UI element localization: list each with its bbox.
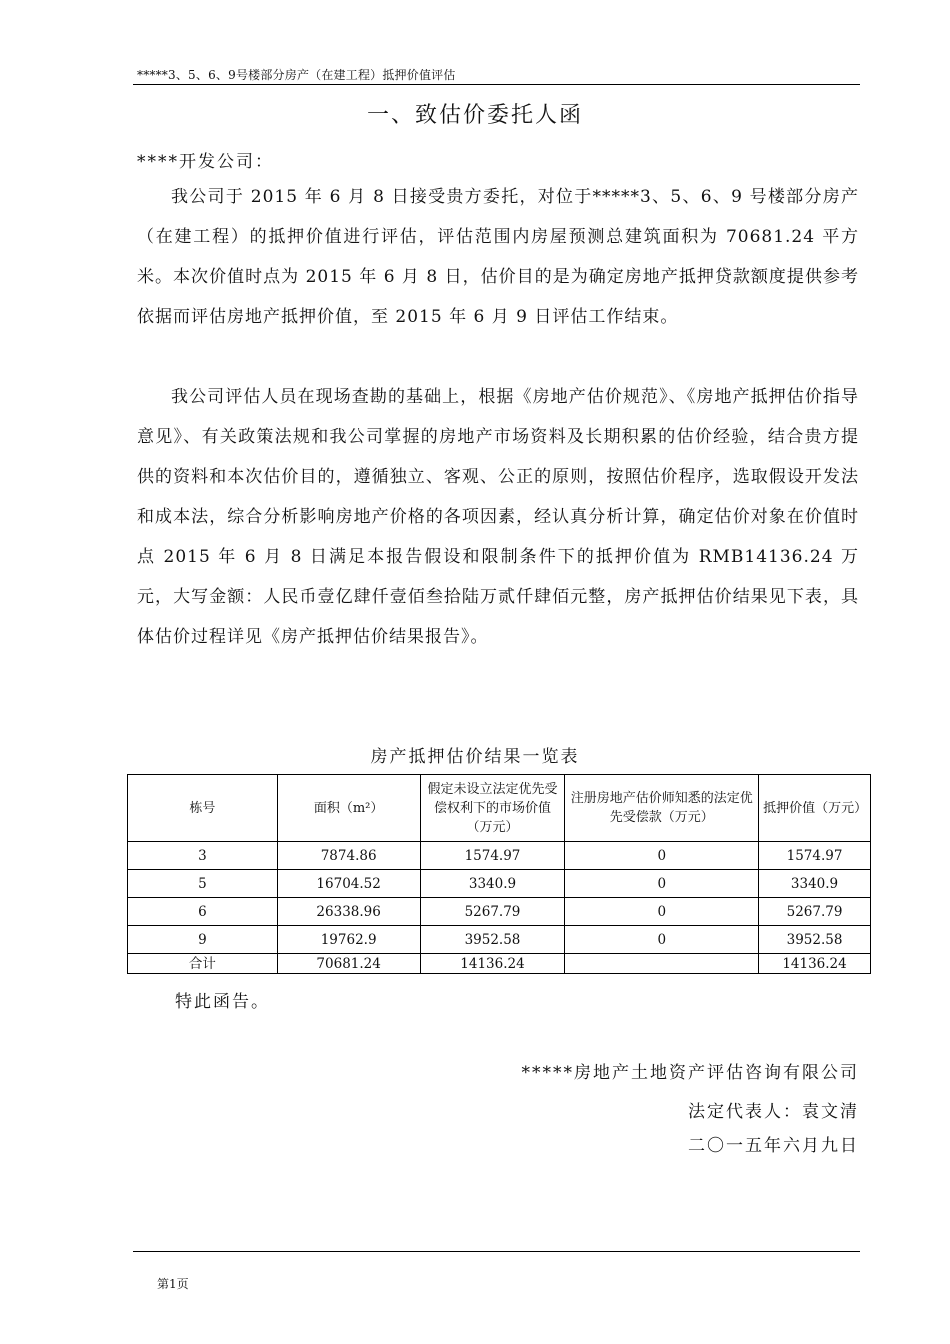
footer-divider (133, 1251, 860, 1252)
cell-market-value: 3952.58 (420, 926, 565, 954)
cell-mortgage-value: 5267.79 (759, 898, 871, 926)
total-mortgage-value: 14136.24 (759, 954, 871, 974)
cell-area: 26338.96 (277, 898, 420, 926)
cell-building-no: 3 (128, 842, 278, 870)
cell-market-value: 3340.9 (420, 870, 565, 898)
body-paragraph-2: 我公司评估人员在现场查勘的基础上，根据《房地产估价规范》、《房地产抵押估价指导意见》、有关政策法规和我公司掌握的房地产市场资料及长期积累的估价经验，结合贵方提供的资料和本次估价目的，遵循独立、客观、公正的原则，按照估价程序，选取假设开发法和成本法，综合分析影响房地产价格的各项因素，经认真分析计算，确定估价对象在价值时点 2015 年 6 月 8 日满足本报告假设和限制条件下的抵押价值为 RMB14136.24 万元，大写金额：人民币壹亿肆仟壹佰叁拾陆万贰仟肆佰元整，房产抵押估价结果见下表，具体估价过程详见《房产抵押估价结果报告》。 (137, 387, 859, 647)
running-header: *****3、5、6、9号楼部分房产（在建工程）抵押价值评估 (137, 68, 456, 82)
cell-priority-claims: 0 (565, 842, 759, 870)
cell-area: 19762.9 (277, 926, 420, 954)
header-priority-claims: 注册房地产估价师知悉的法定优先受偿款（万元） (565, 775, 759, 842)
cell-mortgage-value: 3340.9 (759, 870, 871, 898)
cell-market-value: 1574.97 (420, 842, 565, 870)
table-header-row (128, 775, 871, 842)
header-mortgage-value: 抵押价值（万元） (759, 775, 871, 842)
header-area: 面积（m²） (277, 775, 420, 842)
total-area: 70681.24 (277, 954, 420, 974)
letter-title: 一、致估价委托人函 (366, 103, 583, 128)
header-market-value: 假定未设立法定优先受偿权利下的市场价值（万元） (420, 775, 565, 842)
cell-priority-claims: 0 (565, 926, 759, 954)
header-building-no: 栋号 (128, 775, 278, 842)
table-row (128, 842, 871, 870)
total-market-value: 14136.24 (420, 954, 565, 974)
valuation-results-table (127, 774, 871, 974)
cell-building-no: 6 (128, 898, 278, 926)
cell-mortgage-value: 3952.58 (759, 926, 871, 954)
body-paragraph-1: 我公司于 2015 年 6 月 8 日接受贵方委托，对位于*****3、5、6、9 号楼部分房产（在建工程）的抵押价值进行评估，评估范围内房屋预测总建筑面积为 70681.24 平方米。本次价值时点为 2015 年 6 月 8 日，估价目的是为确定房地产抵押贷款额度提供参考依据而评估房地产抵押价值，至 2015 年 6 月 9 日评估工作结束。 (137, 187, 859, 327)
signature-representative: 法定代表人：袁文清 (688, 1102, 859, 1122)
cell-area: 7874.86 (277, 842, 420, 870)
table-total-row (128, 954, 871, 974)
page-number: 第1页 (157, 1277, 189, 1291)
salutation: ****开发公司： (137, 152, 274, 172)
table-row (128, 898, 871, 926)
cell-building-no: 5 (128, 870, 278, 898)
table-caption: 房产抵押估价结果一览表 (370, 747, 580, 767)
total-label: 合计 (128, 954, 278, 974)
signature-company: *****房地产土地资产评估咨询有限公司 (521, 1063, 859, 1083)
table-row (128, 926, 871, 954)
total-priority-claims (565, 954, 759, 974)
cell-market-value: 5267.79 (420, 898, 565, 926)
header-divider (133, 84, 860, 85)
closing-remark: 特此函告。 (175, 992, 270, 1012)
table-row (128, 870, 871, 898)
cell-priority-claims: 0 (565, 898, 759, 926)
cell-building-no: 9 (128, 926, 278, 954)
cell-priority-claims: 0 (565, 870, 759, 898)
cell-area: 16704.52 (277, 870, 420, 898)
signature-date: 二〇一五年六月九日 (688, 1136, 859, 1156)
cell-mortgage-value: 1574.97 (759, 842, 871, 870)
